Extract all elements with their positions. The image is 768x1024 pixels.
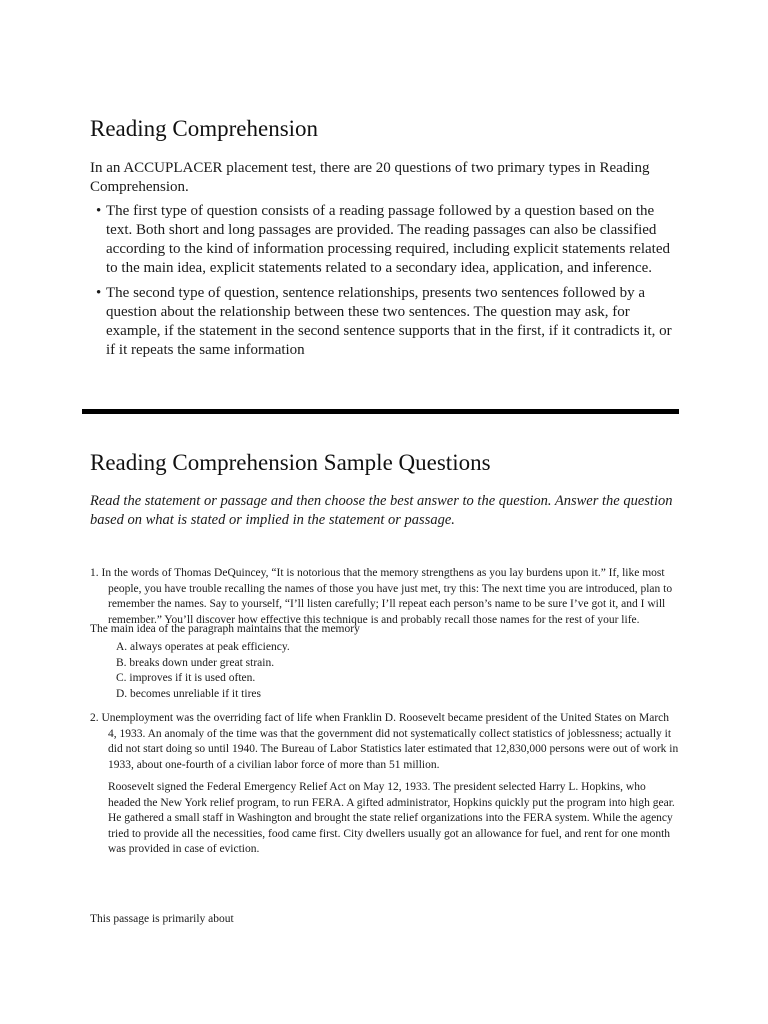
question-2-stem: This passage is primarily about xyxy=(90,913,234,925)
question-1-choices xyxy=(116,640,290,702)
question-2-passage-text: 2. Unemployment was the overriding fact of life when Franklin D. Roosevelt became president of the United States on March 4, 1933. An anomaly of the time was that the government did not systematically collect statistics of joblessness; actually it did not start doing so until 1940. The Bureau of Labor Statistics later estimated that 12,830,000 persons were out of work in 1933, about one-fourth of a civilian labor force of more than 51 million. xyxy=(90,712,679,771)
list-item-text: The second type of question, sentence relationships, presents two sentences followed by a question about the relationship between these two sentences. The question may ask, for example, if the statement in the second sentence supports that in the first, if it contradicts it, or if it repeats the same information xyxy=(106,285,672,358)
question-2-passage xyxy=(90,711,680,773)
answer-choice-c: C. improves if it is used often. xyxy=(116,672,256,684)
section-heading-reading-comprehension: Reading Comprehension xyxy=(90,116,319,141)
bullet-icon: • xyxy=(96,285,102,301)
answer-choice-d: D. becomes unreliable if it tires xyxy=(116,687,261,700)
question-2-passage-paragraph-2: Roosevelt signed the Federal Emergency Relief Act on May 12, 1933. The president selected Harry L. Hopkins, who headed the New York relief program, to run FERA. A gifted administrator, Hopkins quickly put the program into high gear. He gathered a small staff in Washington and brought the state relief organizations into the FERA system. While the agency tried to provide all the necessities, food came first. City dwellers usually got an allowance for fuel, and rent for one month was provided in case of eviction. xyxy=(108,781,675,855)
answer-choice-a: A. always operates at peak efficiency. xyxy=(116,641,290,653)
list-item xyxy=(96,202,680,278)
section-heading-sample-questions: Reading Comprehension Sample Questions xyxy=(90,450,491,475)
list-item-text: The first type of question consists of a reading passage followed by a question based on the text. Both short and long passages are provided. The reading passages can also be classified according to the kind of information processing required, including explicit statements related to the main idea, explicit statements related to a secondary idea, application, and inference. xyxy=(106,203,671,276)
question-1-passage xyxy=(90,566,680,628)
intro-paragraph: In an ACCUPLACER placement test, there are 20 questions of two primary types in Reading Comprehension. xyxy=(90,160,650,195)
question-1-stem: The main idea of the paragraph maintains that the memory xyxy=(90,623,360,635)
bullet-icon: • xyxy=(96,203,102,219)
instructions-text: Read the statement or passage and then choose the best answer to the question. Answer the question based on what is stated or implied in the statement or passage. xyxy=(90,493,673,528)
section-divider xyxy=(82,409,679,414)
question-types-list xyxy=(96,202,680,366)
list-item xyxy=(96,284,680,360)
question-1-passage-text: 1. In the words of Thomas DeQuincey, “It is notorious that the memory strengthens as you lay burdens upon it.” If, like most people, you have trouble recalling the names of those you have just met, try this: The next time you are introduced, plan to remember the names. Say to yourself, “I’ll listen carefully; I’ll repeat each person’s name to be sure I’ve got it, and I will remember.” You’ll discover how effective this technique is and probably recall those names for the rest of your life. xyxy=(90,567,673,626)
answer-choice-b: B. breaks down under great strain. xyxy=(116,656,275,669)
